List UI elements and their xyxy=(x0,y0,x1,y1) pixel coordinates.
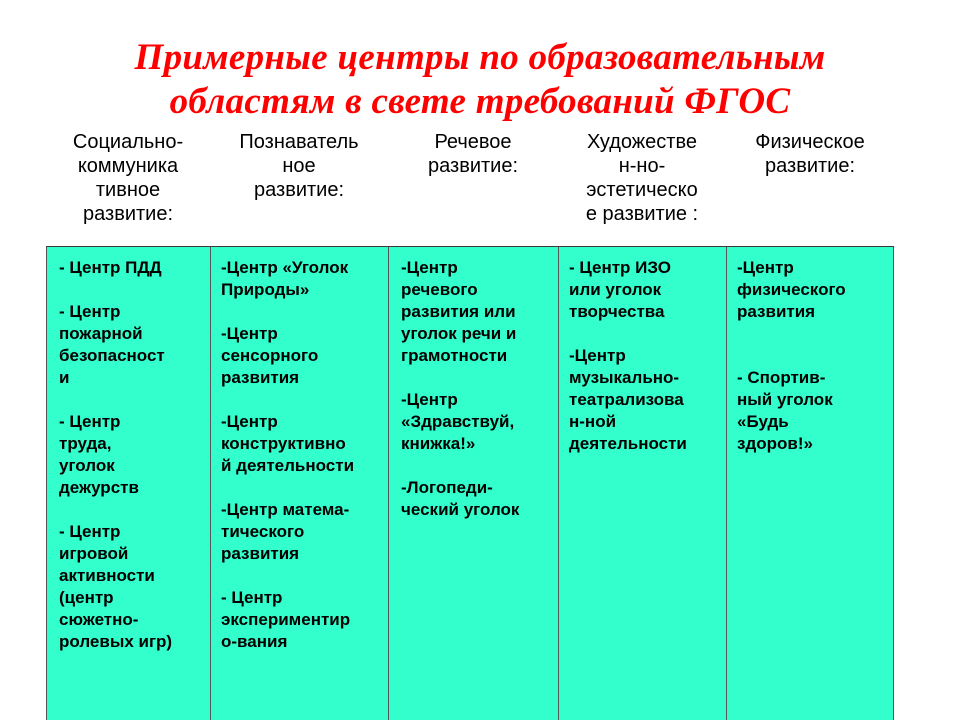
list-item: - Центр ИЗО или уголок творчества xyxy=(569,258,672,321)
list-item: - Центр ПДД xyxy=(59,258,162,277)
cell-artistic-aesthetic xyxy=(558,247,726,720)
page-title xyxy=(0,36,960,124)
header-cognitive: Познаватель ное развитие: xyxy=(239,131,359,201)
cell-cognitive xyxy=(210,247,388,720)
header-physical: Физическое развитие: xyxy=(755,131,865,177)
list-item: -Центр речевого развития или уголок речи и грамотности xyxy=(401,258,517,365)
title-line-2: областям в свете требований ФГОС xyxy=(169,81,791,122)
list-item: -Центр матема- тического развития xyxy=(221,500,350,563)
centers-table xyxy=(46,128,894,720)
list-item: -Центр «Уголок Природы» xyxy=(221,258,349,299)
list-item: -Центр сенсорного развития xyxy=(221,324,319,387)
cell-physical xyxy=(726,247,894,720)
cell-speech xyxy=(388,247,558,720)
header-speech: Речевое развитие: xyxy=(428,131,518,177)
list-item: - Центр пожарной безопасност и xyxy=(59,302,165,387)
table-header-row xyxy=(46,128,894,246)
title-line-1: Примерные центры по образовательным xyxy=(134,37,826,78)
list-item: - Центр игровой активности (центр сюжетно- ролевых игр) xyxy=(59,522,173,651)
list-item: - Центр экспериментир о-вания xyxy=(221,588,351,651)
list-item: -Центр конструктивно й деятельности xyxy=(221,412,355,475)
list-item: - Спортив- ный уголок «Будь здоров!» xyxy=(737,368,833,453)
cell-social-communicative xyxy=(46,247,210,720)
list-item: -Центр физического развития xyxy=(737,258,846,321)
header-social-communicative: Социально- коммуника тивное развитие: xyxy=(72,131,184,225)
list-item: -Логопеди- ческий уголок xyxy=(401,478,520,519)
list-item: -Центр музыкально- театрализова н-ной деятельности xyxy=(569,346,687,453)
table-body-row xyxy=(46,246,894,720)
list-item: - Центр труда, уголок дежурств xyxy=(59,412,139,497)
header-artistic-aesthetic: Художестве н-но- эстетическо е развитие : xyxy=(585,131,699,225)
list-item: -Центр «Здравствуй, книжка!» xyxy=(401,390,515,453)
